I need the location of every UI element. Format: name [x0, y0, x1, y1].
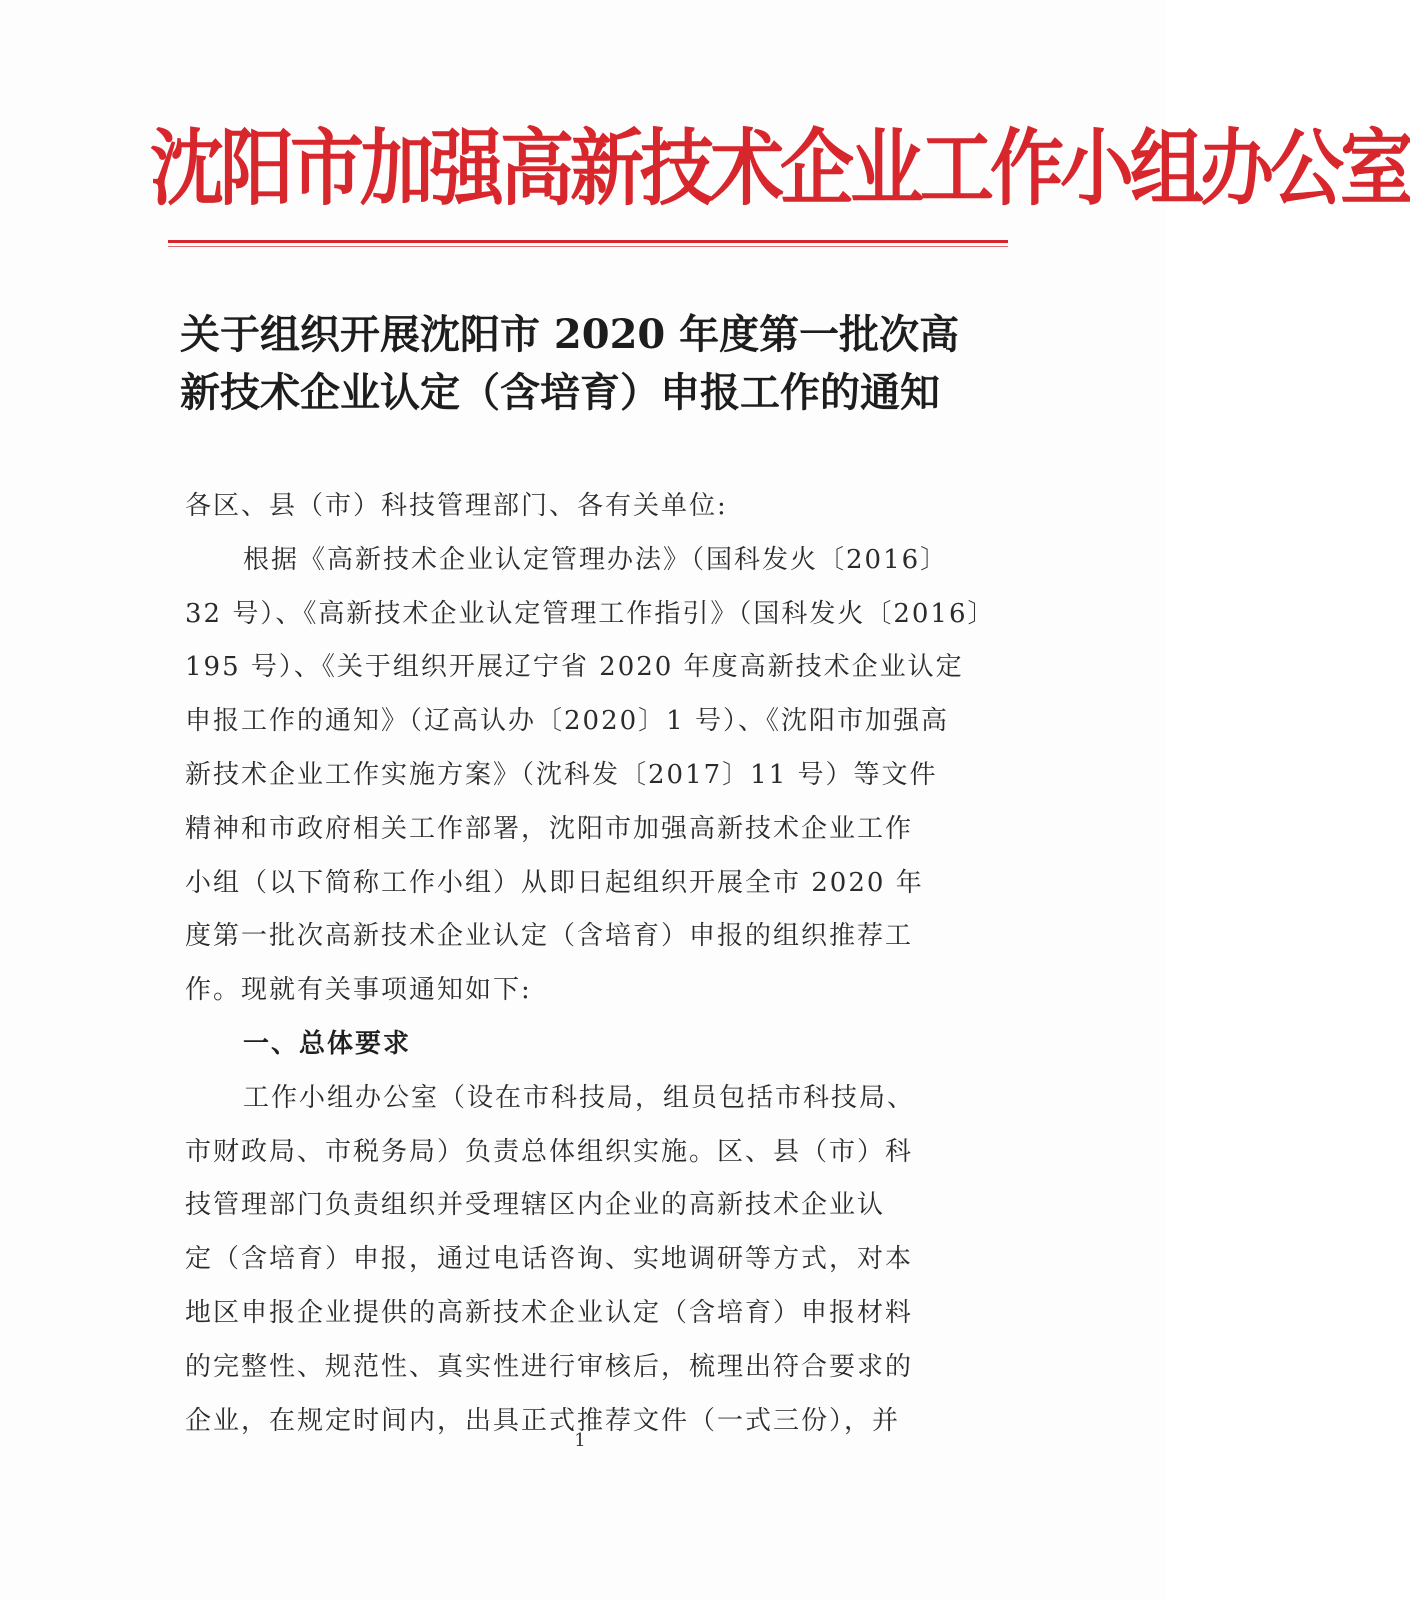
para2-line-5: 地区申报企业提供的高新技术企业认定（含培育）申报材料 — [185, 1297, 914, 1328]
para1-line-5: 新技术企业工作实施方案》（沈科发〔2017〕11 号）等文件 — [185, 759, 938, 790]
salutation: 各区、县（市）科技管理部门、各有关单位: — [185, 491, 728, 521]
header-red-rule — [168, 240, 1008, 243]
para1-line-4: 申报工作的通知》（辽高认办〔2020〕1 号）、《沈阳市加强高 — [185, 706, 949, 737]
para2-line-2: 市财政局、市税务局）负责总体组织实施。区、县（市）科 — [185, 1136, 914, 1167]
para1-line-6: 精神和市政府相关工作部署，沈阳市加强高新技术企业工作 — [185, 813, 914, 844]
para1-line-7: 小组（以下简称工作小组）从即日起组织开展全市 2020 年 — [185, 867, 924, 898]
para2-line-6: 的完整性、规范性、真实性进行审核后，梳理出符合要求的 — [185, 1351, 914, 1382]
document-title — [180, 306, 990, 422]
para1-line-9: 作。现就有关事项通知如下: — [185, 975, 532, 1006]
para1-line-1: 根据《高新技术企业认定管理办法》（国科发火〔2016〕 — [243, 544, 949, 575]
page-number: 1 — [574, 1430, 586, 1451]
para2-line-4: 定（含培育）申报，通过电话咨询、实地调研等方式，对本 — [185, 1244, 914, 1275]
document-title-line-2: 新技术企业认定（含培育）申报工作的通知 — [180, 369, 940, 416]
para1-line-2: 32 号）、《高新技术企业认定管理工作指引》（国科发火〔2016〕 — [185, 598, 996, 629]
para2-line-7: 企业，在规定时间内，出具正式推荐文件（一式三份），并 — [185, 1405, 901, 1436]
para2-line-1: 工作小组办公室（设在市科技局，组员包括市科技局、 — [243, 1082, 916, 1113]
document-title-line-1: 关于组织开展沈阳市 2020 年度第一批次高 — [180, 311, 960, 358]
para2-line-3: 技管理部门负责组织并受理辖区内企业的高新技术企业认 — [185, 1190, 886, 1221]
para1-line-8: 度第一批次高新技术企业认定（含培育）申报的组织推荐工 — [185, 921, 914, 952]
header-red-rule-thin — [168, 246, 1008, 247]
document-body — [185, 480, 996, 1448]
section-1-heading: 一、总体要求 — [243, 1028, 412, 1059]
issuing-org-header: 沈阳市加强高新技术企业工作小组办公室 — [150, 120, 1410, 218]
para1-line-3: 195 号）、《关于组织开展辽宁省 2020 年度高新技术企业认定 — [185, 652, 964, 683]
